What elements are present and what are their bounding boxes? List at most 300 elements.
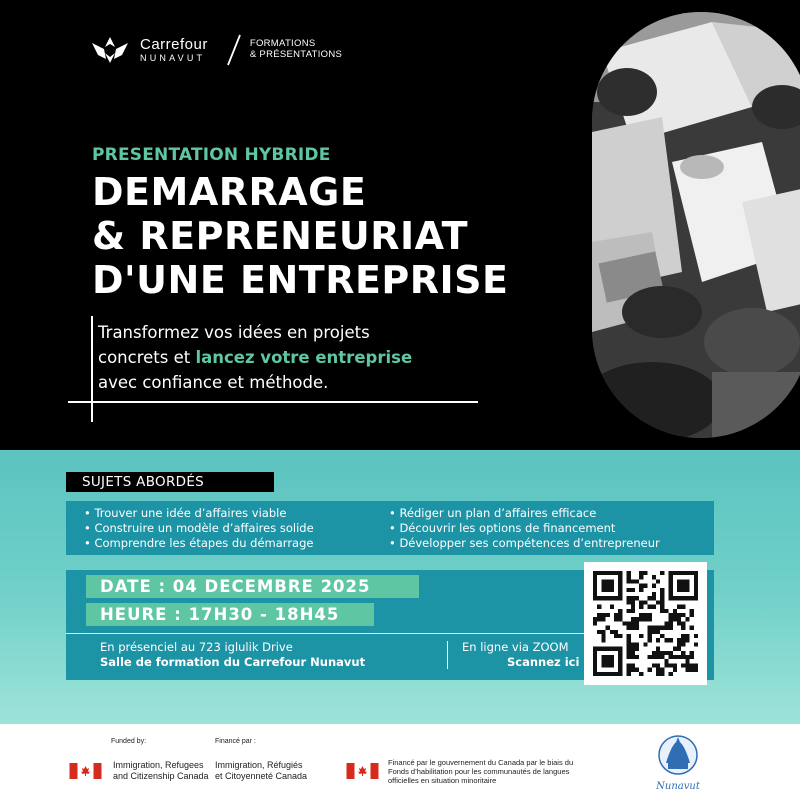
- funded-by-label: Funded by:: [111, 738, 147, 745]
- qr-module: [597, 672, 601, 676]
- finance-par-label: Financé par :: [215, 738, 256, 745]
- qr-module: [694, 634, 698, 638]
- qr-module: [593, 571, 597, 575]
- qr-module: [631, 588, 635, 592]
- qr-module: [660, 626, 664, 630]
- qr-module: [618, 584, 622, 588]
- title-line-2: & REPRENEURIAT: [92, 214, 469, 258]
- qr-module: [673, 668, 677, 672]
- qr-module: [669, 621, 673, 625]
- qr-module: [648, 668, 652, 672]
- qr-module: [694, 571, 698, 575]
- qr-module: [631, 651, 635, 655]
- decorative-horizontal-line: [68, 401, 478, 403]
- qr-module: [673, 647, 677, 651]
- qr-module: [648, 638, 652, 642]
- qr-module: [614, 630, 618, 634]
- qr-module: [639, 588, 643, 592]
- qr-module: [673, 655, 677, 659]
- title-line-1: DEMARRAGE: [92, 170, 367, 214]
- qr-module: [618, 651, 622, 655]
- qr-module: [677, 642, 681, 646]
- qr-module: [627, 596, 631, 600]
- qr-module: [677, 655, 681, 659]
- event-divider: [66, 633, 586, 634]
- qr-module: [656, 668, 660, 672]
- qr-module: [669, 596, 673, 600]
- qr-module: [597, 613, 601, 617]
- topics-list-left: [84, 506, 314, 551]
- qr-module: [681, 605, 685, 609]
- qr-module: [593, 596, 597, 600]
- qr-module: [656, 647, 660, 651]
- qr-module: [694, 642, 698, 646]
- qr-module: [648, 634, 652, 638]
- nunavut-logo-text: Nunavut: [656, 781, 700, 792]
- ircc-name-en: [113, 760, 209, 782]
- qr-module: [593, 672, 597, 676]
- qr-module: [606, 663, 610, 667]
- qr-module: [639, 634, 643, 638]
- qr-module: [618, 579, 622, 583]
- qr-module: [685, 663, 689, 667]
- qr-module: [627, 668, 631, 672]
- qr-module: [694, 584, 698, 588]
- canada-flag-icon: [69, 763, 102, 779]
- qr-module: [606, 659, 610, 663]
- qr-module: [593, 647, 597, 651]
- qr-module: [673, 596, 677, 600]
- qr-module: [660, 672, 664, 676]
- qr-module: [601, 617, 605, 621]
- qr-module: [601, 655, 605, 659]
- qr-module: [690, 663, 694, 667]
- venue-address: En présenciel au 723 iglulik Drive: [100, 640, 293, 654]
- qr-module: [631, 668, 635, 672]
- qr-module: [656, 600, 660, 604]
- description-line-3: avec confiance et méthode.: [98, 373, 329, 392]
- qr-module: [648, 605, 652, 609]
- qr-module: [597, 630, 601, 634]
- qr-module: [643, 613, 647, 617]
- section-label-line1: FORMATIONS: [249, 38, 316, 50]
- qr-module: [627, 621, 631, 625]
- qr-module: [677, 571, 681, 575]
- qr-module: [685, 659, 689, 663]
- qr-module: [690, 626, 694, 630]
- qr-module: [610, 630, 614, 634]
- qr-module: [681, 655, 685, 659]
- section-label-line2: & PRÉSENTATIONS: [249, 49, 343, 60]
- carrefour-arrows-logo-icon: [88, 35, 132, 65]
- qr-module: [631, 655, 635, 659]
- qr-module: [643, 584, 647, 588]
- qr-module: [669, 575, 673, 579]
- qr-module: [593, 651, 597, 655]
- qr-module: [643, 642, 647, 646]
- qr-module: [664, 621, 668, 625]
- qr-module: [618, 634, 622, 638]
- qr-module: [618, 571, 622, 575]
- qr-module: [627, 655, 631, 659]
- qr-module: [606, 647, 610, 651]
- qr-module: [664, 638, 668, 642]
- qr-module: [614, 617, 618, 621]
- qr-module: [606, 571, 610, 575]
- qr-module: [660, 634, 664, 638]
- description-line-2: [98, 345, 412, 370]
- qr-module: [673, 617, 677, 621]
- qr-module: [656, 626, 660, 630]
- qr-module: [618, 647, 622, 651]
- qr-module: [610, 647, 614, 651]
- qr-module: [614, 647, 618, 651]
- qr-module: [601, 579, 605, 583]
- qr-module: [660, 600, 664, 604]
- qr-module: [618, 672, 622, 676]
- qr-module: [652, 596, 656, 600]
- qr-module: [660, 651, 664, 655]
- qr-module: [610, 655, 614, 659]
- topics-heading: SUJETS ABORDÉS: [66, 472, 274, 492]
- qr-module: [597, 617, 601, 621]
- qr-module: [660, 596, 664, 600]
- qr-module: [614, 634, 618, 638]
- qr-module: [635, 621, 639, 625]
- qr-module: [652, 605, 656, 609]
- topic-item: • Construire un modèle d’affaires solide: [84, 521, 314, 535]
- ircc-fr-line-1: Immigration, Réfugiés: [215, 760, 303, 770]
- qr-module: [631, 642, 635, 646]
- qr-module: [601, 647, 605, 651]
- qr-module: [631, 617, 635, 621]
- qr-module: [635, 626, 639, 630]
- qr-module: [681, 663, 685, 667]
- qr-module: [669, 655, 673, 659]
- slash-divider-icon: [220, 33, 248, 67]
- qr-module: [597, 571, 601, 575]
- qr-module: [627, 663, 631, 667]
- qr-module: [648, 655, 652, 659]
- qr-module: [593, 592, 597, 596]
- ircc-en-line-1: Immigration, Refugees: [113, 760, 204, 770]
- qr-module: [643, 600, 647, 604]
- qr-module: [660, 571, 664, 575]
- qr-module: [593, 621, 597, 625]
- qr-module: [618, 668, 622, 672]
- qr-module: [677, 579, 681, 583]
- qr-module: [685, 596, 689, 600]
- qr-module: [593, 655, 597, 659]
- venue-divider: [447, 641, 448, 669]
- qr-module: [673, 571, 677, 575]
- qr-module: [606, 596, 610, 600]
- venue-room: Salle de formation du Carrefour Nunavut: [100, 655, 366, 669]
- qr-module: [639, 672, 643, 676]
- qr-module: [597, 647, 601, 651]
- qr-module: [677, 584, 681, 588]
- qr-module: [660, 609, 664, 613]
- section-label: [250, 39, 342, 61]
- qr-module: [660, 592, 664, 596]
- qr-module: [606, 579, 610, 583]
- qr-module: [669, 638, 673, 642]
- qr-module: [631, 609, 635, 613]
- qr-module: [681, 579, 685, 583]
- qr-module: [677, 617, 681, 621]
- qr-module: [685, 638, 689, 642]
- qr-module: [690, 571, 694, 575]
- qr-module: [618, 663, 622, 667]
- meeting-photo: [592, 12, 800, 438]
- qr-module: [694, 592, 698, 596]
- online-label: En ligne via ZOOM: [462, 640, 569, 654]
- qr-module: [677, 647, 681, 651]
- qr-module: [664, 651, 668, 655]
- meeting-photo-image: [592, 12, 800, 438]
- qr-module: [690, 609, 694, 613]
- qr-module: [635, 655, 639, 659]
- page-title: [92, 170, 509, 302]
- qr-module: [631, 626, 635, 630]
- brand-wordmark: [140, 37, 208, 63]
- qr-module: [627, 634, 631, 638]
- hero-description: [98, 320, 412, 395]
- qr-module: [635, 596, 639, 600]
- qr-module: [610, 579, 614, 583]
- qr-module: [639, 613, 643, 617]
- qr-module: [627, 571, 631, 575]
- qr-module: [593, 617, 597, 621]
- qr-module: [648, 596, 652, 600]
- qr-module: [627, 609, 631, 613]
- qr-module: [669, 592, 673, 596]
- qr-module: [618, 609, 622, 613]
- qr-module: [648, 630, 652, 634]
- qr-module: [593, 663, 597, 667]
- qr-module: [669, 626, 673, 630]
- qr-module: [610, 588, 614, 592]
- qr-module: [635, 668, 639, 672]
- qr-module: [601, 659, 605, 663]
- qr-module: [627, 651, 631, 655]
- qr-module: [656, 672, 660, 676]
- qr-module: [610, 584, 614, 588]
- qr-module: [690, 651, 694, 655]
- qr-module: [681, 634, 685, 638]
- qr-module: [652, 575, 656, 579]
- qr-module: [593, 668, 597, 672]
- topic-item: • Comprendre les étapes du démarrage: [84, 536, 314, 550]
- qr-module: [664, 609, 668, 613]
- qr-module: [660, 668, 664, 672]
- nunavut-government-logo-icon: [652, 733, 704, 795]
- gov-line-3: officielles en situation minoritaire: [388, 776, 497, 785]
- qr-module: [631, 579, 635, 583]
- qr-module: [627, 579, 631, 583]
- qr-module: [618, 659, 622, 663]
- qr-module: [660, 605, 664, 609]
- qr-module: [627, 575, 631, 579]
- qr-module: [652, 630, 656, 634]
- qr-module: [639, 575, 643, 579]
- gov-line-2: Fonds d’habilitation pour les communautés de langues: [388, 767, 570, 776]
- event-date: DATE : 04 DECEMBRE 2025: [86, 575, 419, 598]
- qr-module: [606, 613, 610, 617]
- qr-module: [660, 588, 664, 592]
- qr-module: [601, 584, 605, 588]
- qr-module: [610, 571, 614, 575]
- zoom-qr-code[interactable]: [584, 562, 707, 685]
- qr-module: [614, 672, 618, 676]
- qr-module: [593, 575, 597, 579]
- description-line-1: Transformez vos idées en projets: [98, 323, 370, 342]
- qr-module: [601, 571, 605, 575]
- qr-module: [639, 605, 643, 609]
- qr-module: [648, 617, 652, 621]
- qr-module: [677, 613, 681, 617]
- qr-module: [656, 579, 660, 583]
- qr-module: [597, 596, 601, 600]
- qr-module: [681, 626, 685, 630]
- qr-module: [610, 605, 614, 609]
- topic-item: • Développer ses compétences d’entrepreneur: [389, 536, 660, 550]
- gov-line-1: Financé par le gouvernement du Canada par le biais du: [388, 758, 574, 767]
- qr-module: [639, 584, 643, 588]
- qr-module: [631, 621, 635, 625]
- qr-module: [610, 663, 614, 667]
- description-line-2-start: concrets et: [98, 348, 196, 367]
- qr-module: [685, 588, 689, 592]
- government-funding-note: [388, 758, 573, 785]
- qr-module: [635, 647, 639, 651]
- qr-module: [656, 651, 660, 655]
- qr-module: [685, 634, 689, 638]
- qr-module: [652, 584, 656, 588]
- qr-module: [627, 672, 631, 676]
- qr-module: [631, 605, 635, 609]
- qr-module: [681, 642, 685, 646]
- qr-module: [656, 663, 660, 667]
- carrefour-logo[interactable]: [88, 33, 342, 67]
- qr-module: [597, 605, 601, 609]
- qr-module: [677, 605, 681, 609]
- qr-module: [681, 596, 685, 600]
- qr-module: [627, 600, 631, 604]
- qr-module: [639, 600, 643, 604]
- qr-module: [681, 651, 685, 655]
- qr-module: [669, 579, 673, 583]
- qr-module: [593, 579, 597, 583]
- qr-module: [685, 617, 689, 621]
- qr-module: [685, 579, 689, 583]
- qr-module: [669, 651, 673, 655]
- description-highlight: lancez votre entreprise: [195, 348, 413, 367]
- qr-module: [669, 571, 673, 575]
- qr-module: [618, 596, 622, 600]
- qr-module: [681, 584, 685, 588]
- qr-module: [606, 672, 610, 676]
- brand-sub: NUNAVUT: [140, 53, 206, 63]
- qr-module: [627, 626, 631, 630]
- qr-module: [656, 638, 660, 642]
- qr-module: [601, 672, 605, 676]
- qr-module: [601, 588, 605, 592]
- qr-module: [601, 638, 605, 642]
- qr-module: [648, 626, 652, 630]
- qr-module: [681, 588, 685, 592]
- qr-module: [610, 659, 614, 663]
- topic-item: • Découvrir les options de financement: [389, 521, 616, 535]
- qr-code-icon: [593, 571, 698, 676]
- qr-module: [631, 600, 635, 604]
- qr-module: [627, 642, 631, 646]
- qr-module: [685, 668, 689, 672]
- qr-module: [656, 655, 660, 659]
- qr-module: [694, 663, 698, 667]
- qr-module: [660, 655, 664, 659]
- qr-module: [690, 655, 694, 659]
- qr-module: [669, 584, 673, 588]
- qr-module: [593, 588, 597, 592]
- qr-module: [606, 655, 610, 659]
- qr-module: [685, 584, 689, 588]
- qr-module: [677, 588, 681, 592]
- qr-module: [677, 596, 681, 600]
- qr-module: [690, 596, 694, 600]
- scan-prompt: Scannez ici: [507, 655, 580, 669]
- qr-module: [601, 630, 605, 634]
- qr-module: [673, 609, 677, 613]
- qr-module: [677, 621, 681, 625]
- qr-module: [606, 626, 610, 630]
- qr-module: [601, 634, 605, 638]
- qr-module: [648, 613, 652, 617]
- qr-module: [685, 655, 689, 659]
- qr-module: [601, 663, 605, 667]
- qr-module: [656, 630, 660, 634]
- qr-module: [622, 621, 626, 625]
- qr-module: [610, 672, 614, 676]
- qr-module: [610, 596, 614, 600]
- qr-module: [639, 617, 643, 621]
- qr-module: [618, 588, 622, 592]
- topics-list-right: [389, 506, 660, 551]
- qr-module: [606, 588, 610, 592]
- qr-module: [639, 571, 643, 575]
- qr-module: [681, 571, 685, 575]
- qr-module: [593, 584, 597, 588]
- qr-module: [618, 613, 622, 617]
- qr-module: [664, 659, 668, 663]
- qr-module: [669, 617, 673, 621]
- qr-module: [673, 663, 677, 667]
- qr-module: [618, 575, 622, 579]
- qr-module: [664, 663, 668, 667]
- qr-module: [601, 613, 605, 617]
- ircc-fr-line-2: et Citoyenneté Canada: [215, 771, 308, 781]
- topic-item: • Trouver une idée d’affaires viable: [84, 506, 287, 520]
- decorative-vertical-line: [91, 316, 93, 422]
- ircc-name-fr: [215, 760, 307, 782]
- qr-module: [694, 579, 698, 583]
- qr-module: [685, 571, 689, 575]
- brand-name: Carrefour: [140, 36, 208, 53]
- qr-module: [635, 579, 639, 583]
- event-time: HEURE : 17H30 - 18H45: [86, 603, 374, 626]
- qr-module: [690, 613, 694, 617]
- qr-module: [673, 613, 677, 617]
